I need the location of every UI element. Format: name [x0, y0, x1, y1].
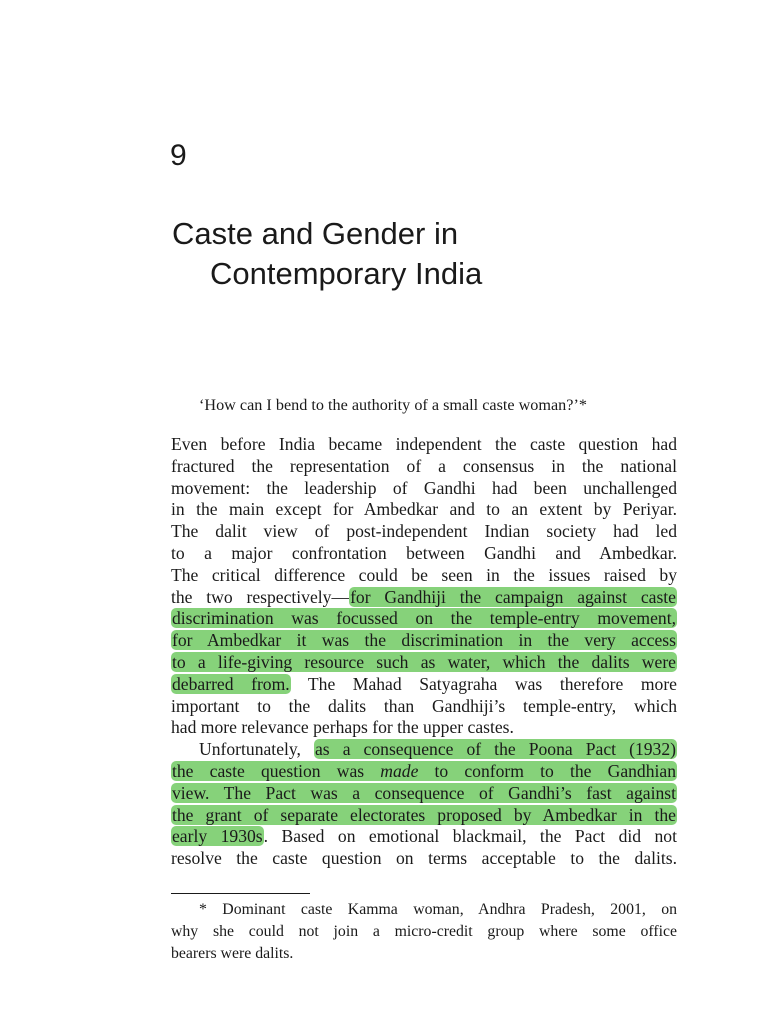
highlighted-text: discrimination was focussed on the temple-entry movement, — [172, 608, 676, 629]
paragraph-line: resolve the caste question on terms acceptable to the dalits. — [171, 848, 677, 869]
highlighted-text: as a consequence of the Poona Pact (1932) — [315, 739, 676, 760]
paragraph-line — [171, 826, 677, 848]
chapter-title-line-1: Caste and Gender in — [172, 216, 459, 251]
chapter-title-line-2: Contemporary India — [210, 256, 483, 291]
chapter-number: 9 — [170, 139, 187, 172]
paragraph-line — [171, 805, 677, 827]
highlighted-text: for Gandhiji the campaign against caste — [350, 586, 676, 607]
paragraph-line — [171, 739, 677, 761]
text-run: Unfortunately, — [199, 739, 314, 760]
text-run: . Based on emotional blackmail, the Pact did not — [263, 826, 677, 847]
footnote-line: why she could not join a micro-credit group where some office — [171, 922, 677, 940]
paragraph-line: The dalit view of post-independent Indian society had led — [171, 521, 677, 542]
highlighted-text: view. The Pact was a consequence of Gandhi’s fast against — [172, 782, 676, 803]
paragraph-line — [171, 587, 677, 609]
paragraph-line — [171, 674, 677, 696]
paragraph-line: in the main except for Ambedkar and to an extent by Periyar. — [171, 499, 677, 520]
paragraph-line — [171, 761, 677, 783]
highlighted-text — [171, 761, 677, 781]
text-run: the two respectively— — [171, 586, 350, 607]
footnote — [171, 899, 677, 964]
paragraph-line: movement: the leadership of Gandhi had been unchallenged — [171, 477, 677, 498]
paragraph-line — [171, 630, 677, 652]
paragraph-line: Even before India became independent the caste question had — [171, 434, 677, 454]
emphasized-text: made — [380, 760, 419, 781]
text-run: The Mahad Satyagraha was therefore more — [290, 673, 677, 694]
footnote-line: * Dominant caste Kamma woman, Andhra Pradesh, 2001, on — [199, 901, 677, 918]
highlighted-text: for Ambedkar it was the discrimination in the very access — [172, 630, 676, 651]
paragraph-line — [171, 608, 677, 630]
highlighted-text: early 1930s — [172, 826, 263, 847]
paragraph-line: The critical difference could be seen in the issues raised by — [171, 564, 677, 585]
highlighted-text: the grant of separate electorates proposed by Ambedkar in the — [172, 804, 676, 825]
paragraph-line: had more relevance perhaps for the upper castes. — [171, 717, 514, 738]
chapter-title — [172, 214, 692, 294]
footnote-line: bearers were dalits. — [171, 944, 294, 962]
paragraph-line: to a major confrontation between Gandhi and Ambedkar. — [171, 542, 677, 563]
text-run: the caste question was — [172, 760, 381, 781]
epigraph: ‘How can I bend to the authority of a small caste woman?’* — [199, 396, 587, 414]
paragraph-line: fractured the representation of a consensus in the national — [171, 455, 677, 476]
paragraph-line: important to the dalits than Gandhiji’s temple-entry, which — [171, 695, 677, 716]
paragraph-line — [171, 652, 677, 674]
paragraph-line — [171, 783, 677, 805]
text-run: to conform to the Gandhian — [418, 760, 677, 781]
highlighted-text: to a life-giving resource such as water, which the dalits were — [172, 651, 676, 672]
body-text — [171, 434, 677, 870]
highlighted-text: debarred from. — [172, 673, 290, 694]
footnote-divider — [171, 893, 310, 894]
